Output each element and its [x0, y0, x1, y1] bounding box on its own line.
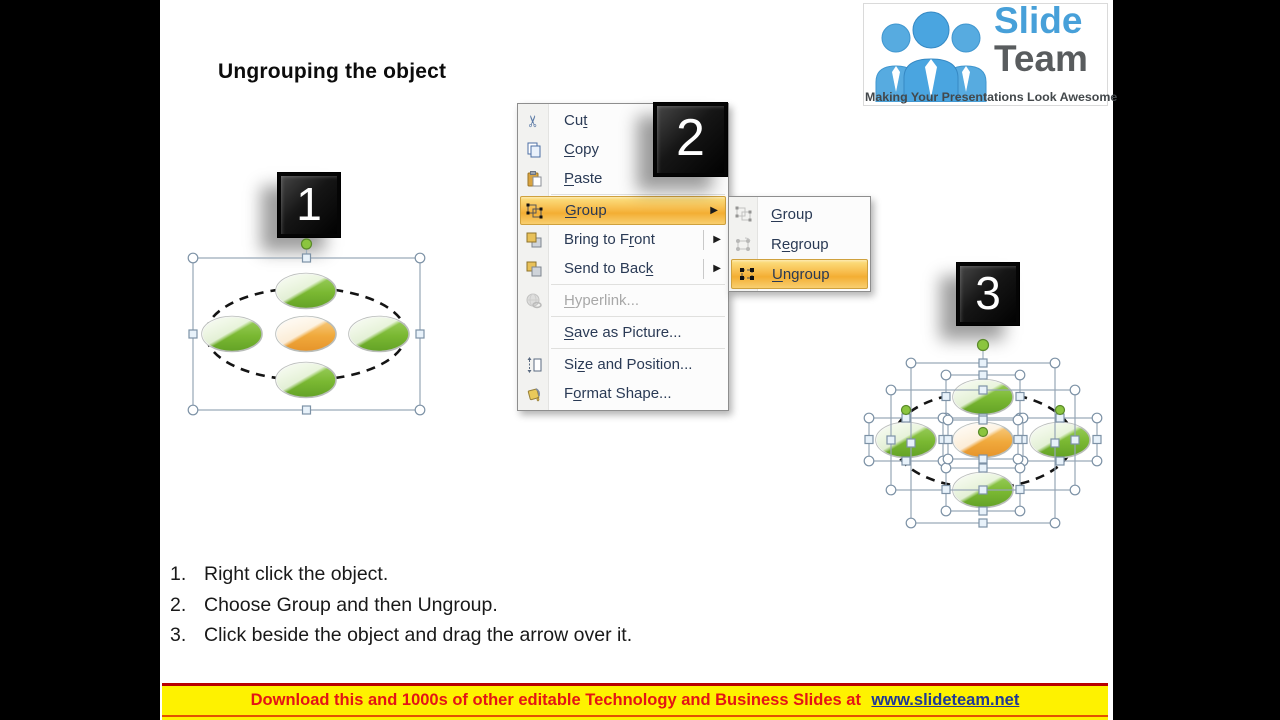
selection-handle[interactable]	[944, 436, 952, 444]
selection-handle[interactable]	[979, 519, 987, 527]
banner-text: Download this and 1000s of other editable Technology and Business Slides at	[250, 691, 861, 709]
ellipse-shape[interactable]	[276, 317, 336, 352]
selection-handle[interactable]	[189, 330, 197, 338]
selection-handle[interactable]	[907, 439, 915, 447]
slideteam-logo	[863, 0, 1118, 106]
rotation-handle[interactable]	[978, 340, 989, 351]
selection-handle[interactable]	[942, 393, 950, 401]
selection-handle[interactable]	[188, 405, 198, 415]
selection-handle[interactable]	[864, 413, 874, 423]
menu-item-hyperlink[interactable]: Hyperlink...	[518, 286, 728, 315]
selection-handle[interactable]	[979, 455, 987, 463]
instruction-step-3: 3. Click beside the object and drag the arrow over it.	[170, 624, 633, 646]
logo-people-icon	[870, 6, 992, 102]
selection-handle[interactable]	[886, 385, 896, 395]
selection-handle[interactable]	[906, 518, 916, 528]
grouped-object[interactable]	[185, 233, 430, 420]
selection-handle[interactable]	[1013, 415, 1023, 425]
instruction-step-2: 2. Choose Group and then Ungroup.	[170, 593, 498, 616]
logo-team-text: Team	[994, 38, 1088, 79]
selection-handle[interactable]	[1015, 506, 1025, 516]
menu-item-bring-to-front[interactable]: Bring to Front ▶	[518, 225, 728, 254]
selection-handle[interactable]	[979, 507, 987, 515]
menu-item-size-and-position[interactable]: Size and Position...	[518, 350, 728, 379]
ellipse-shape[interactable]	[876, 423, 936, 458]
selection-handle[interactable]	[188, 253, 198, 263]
selection-handle[interactable]	[1050, 518, 1060, 528]
paste-icon	[522, 169, 546, 189]
selection-handle[interactable]	[416, 330, 424, 338]
selection-handle[interactable]	[979, 386, 987, 394]
rotation-handle[interactable]	[902, 406, 911, 415]
regroup-icon	[732, 233, 756, 255]
format-shape-icon	[522, 384, 546, 404]
selection-handle[interactable]	[415, 405, 425, 415]
selection-handle[interactable]	[979, 359, 987, 367]
cut-icon: ✂	[526, 113, 543, 128]
copy-icon	[522, 140, 546, 160]
selection-handle[interactable]	[1016, 486, 1024, 494]
ellipse-shape[interactable]	[202, 317, 262, 352]
selection-handle[interactable]	[1092, 456, 1102, 466]
selection-handle[interactable]	[1056, 457, 1064, 465]
menu-separator	[551, 284, 725, 285]
rotation-handle[interactable]	[1056, 406, 1065, 415]
selection-handle[interactable]	[943, 454, 953, 464]
slide-area	[160, 0, 1118, 720]
selection-handle[interactable]	[887, 436, 895, 444]
group-icon	[523, 201, 547, 221]
selection-handle[interactable]	[1071, 436, 1079, 444]
menu-separator	[551, 194, 725, 195]
selection-handle[interactable]	[902, 457, 910, 465]
blank-icon	[522, 323, 546, 343]
step-badge-3: 3	[956, 262, 1020, 326]
selection-handle[interactable]	[1050, 358, 1060, 368]
submenu-arrow-icon: ▶	[710, 205, 718, 216]
ungroup-icon	[735, 263, 759, 285]
selection-handle[interactable]	[865, 436, 873, 444]
send-to-back-icon	[522, 259, 546, 279]
selection-handle[interactable]	[1056, 414, 1064, 422]
selection-handle[interactable]	[941, 370, 951, 380]
selection-handle[interactable]	[943, 415, 953, 425]
menu-item-copy[interactable]: Copy	[518, 135, 728, 164]
ungrouped-object[interactable]	[855, 333, 1113, 540]
submenu-arrow-icon: ▶	[703, 259, 721, 279]
menu-separator	[551, 316, 725, 317]
selection-handle[interactable]	[1013, 454, 1023, 464]
selection-handle[interactable]	[1016, 393, 1024, 401]
selection-handle[interactable]	[942, 486, 950, 494]
menu-item-paste[interactable]: Paste	[518, 164, 728, 193]
instruction-list	[170, 563, 632, 655]
group-icon	[732, 203, 756, 225]
submenu-item-regroup[interactable]: Regroup	[729, 229, 870, 259]
ellipse-shape[interactable]	[276, 274, 336, 309]
logo-slide-text: Slide	[994, 0, 1083, 41]
selection-handle[interactable]	[1093, 436, 1101, 444]
rotation-handle[interactable]	[979, 428, 988, 437]
ellipse-shape[interactable]	[349, 317, 409, 352]
step-badge-1: 1	[277, 172, 341, 238]
selection-handle[interactable]	[902, 414, 910, 422]
instruction-step-1: 1. Right click the object.	[170, 563, 389, 585]
selection-handle[interactable]	[303, 254, 311, 262]
banner-link[interactable]: www.slideteam.net	[871, 691, 1020, 709]
ellipse-shape[interactable]	[953, 380, 1013, 415]
selection-handle[interactable]	[886, 485, 896, 495]
menu-separator	[551, 348, 725, 349]
selection-handle[interactable]	[864, 456, 874, 466]
selection-handle[interactable]	[1015, 463, 1025, 473]
rotation-handle[interactable]	[302, 239, 312, 249]
banner-bottom-line	[162, 715, 1108, 717]
hyperlink-icon	[522, 291, 546, 311]
selection-handle[interactable]	[941, 506, 951, 516]
selection-handle[interactable]	[1092, 413, 1102, 423]
selection-handle[interactable]	[1070, 385, 1080, 395]
selection-handle[interactable]	[303, 406, 311, 414]
selection-handle[interactable]	[979, 416, 987, 424]
selection-handle[interactable]	[906, 358, 916, 368]
submenu-arrow-icon: ▶	[703, 230, 721, 250]
selection-handle[interactable]	[1070, 485, 1080, 495]
size-position-icon	[522, 355, 546, 375]
selection-handle[interactable]	[979, 464, 987, 472]
submenu-item-group[interactable]: Group	[729, 199, 870, 229]
selection-handle[interactable]	[979, 371, 987, 379]
menu-item-group[interactable]: Group ▶	[520, 196, 726, 225]
selection-handle[interactable]	[415, 253, 425, 263]
selection-handle[interactable]	[1014, 436, 1022, 444]
menu-item-cut[interactable]: ✂ Cut	[518, 106, 728, 135]
download-banner	[162, 683, 1108, 720]
menu-item-save-as-picture[interactable]: Save as Picture...	[518, 318, 728, 347]
page-title: Ungrouping the object	[218, 60, 447, 83]
bring-to-front-icon	[522, 230, 546, 250]
selection-handle[interactable]	[1015, 370, 1025, 380]
menu-item-send-to-back[interactable]: Send to Back ▶	[518, 254, 728, 283]
group-submenu	[728, 196, 871, 292]
submenu-item-ungroup[interactable]: Ungroup	[731, 259, 868, 289]
selection-handle[interactable]	[1051, 439, 1059, 447]
menu-item-format-shape[interactable]: Format Shape...	[518, 379, 728, 408]
selection-handle[interactable]	[941, 463, 951, 473]
logo-tagline: Making Your Presentations Look Awesome	[865, 90, 1118, 104]
ellipse-shape[interactable]	[1030, 423, 1090, 458]
selection-handle[interactable]	[979, 486, 987, 494]
step-badge-2: 2	[653, 102, 728, 177]
ellipse-shape[interactable]	[276, 363, 336, 398]
